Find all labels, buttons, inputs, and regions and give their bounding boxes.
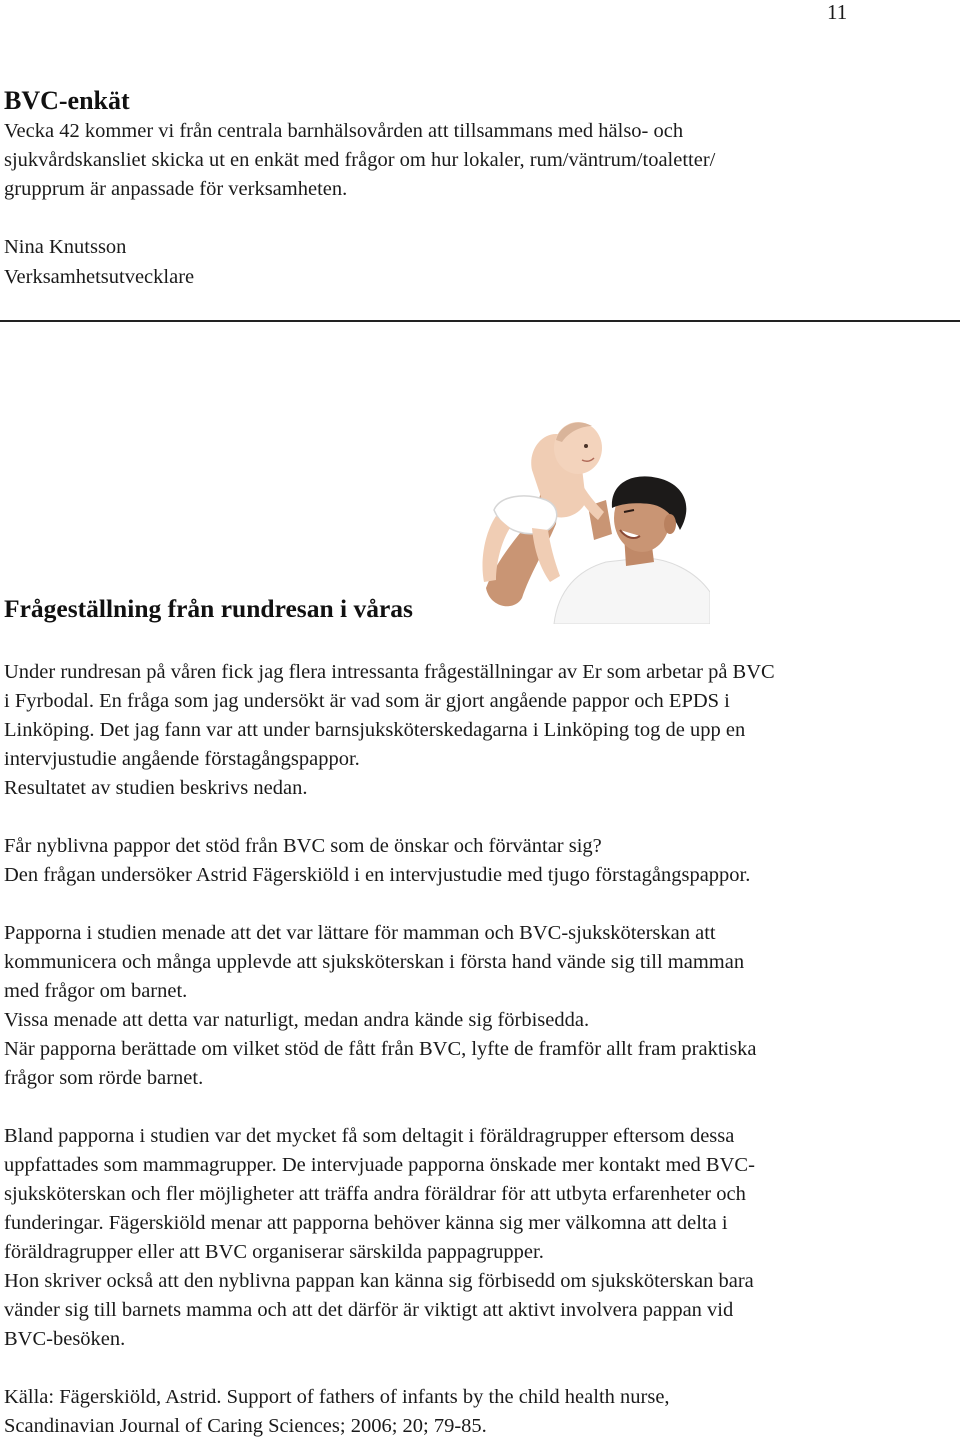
text-line: i Fyrbodal. En fråga som jag undersökt är vad som är gjort angående pappor och EPDS i <box>4 690 730 712</box>
article-source <box>4 1383 954 1441</box>
bvc-survey-heading: BVC-enkät <box>4 86 130 115</box>
father-holding-baby-photo <box>474 412 710 624</box>
text-line: intervjustudie angående förstagångspappor. <box>4 748 360 770</box>
article-paragraph-1 <box>4 658 954 803</box>
text-line: grupprum är anpassade för verksamheten. <box>4 178 348 200</box>
text-line: frågor som rörde barnet. <box>4 1067 204 1089</box>
article-paragraph-3 <box>4 919 954 1093</box>
text-line: Papporna i studien menade att det var lättare för mamman och BVC-sjuksköterskan att <box>4 922 716 944</box>
text-line: Scandinavian Journal of Caring Sciences; 2006; 20; 79-85. <box>4 1415 487 1437</box>
text-line: Bland papporna i studien var det mycket få som deltagit i föräldragrupper eftersom dessa <box>4 1125 735 1147</box>
text-line: Källa: Fägerskiöld, Astrid. Support of fathers of infants by the child health nurse, <box>4 1386 670 1408</box>
article-paragraph-4 <box>4 1122 954 1354</box>
author-name: Nina Knutsson <box>4 236 127 258</box>
text-line: När papporna berättade om vilket stöd de fått från BVC, lyfte de framför allt fram praktiska <box>4 1038 757 1060</box>
text-line: Under rundresan på våren fick jag flera intressanta frågeställningar av Er som arbetar på BVC <box>4 661 775 683</box>
text-line: kommunicera och många upplevde att sjuksköterskan i första hand vände sig till mamman <box>4 951 745 973</box>
text-line: Linköping. Det jag fann var att under barnsjuksköterskedagarna i Linköping tog de upp en <box>4 719 746 741</box>
bvc-survey-intro <box>4 117 944 204</box>
text-line: med frågor om barnet. <box>4 980 188 1002</box>
text-line: vänder sig till barnets mamma och att det därför är viktigt att aktivt involvera pappan vid <box>4 1299 734 1321</box>
text-line: BVC-besöken. <box>4 1328 126 1350</box>
text-line: sjuksköterskan och fler möjligheter att träffa andra föräldrar för att utbyta erfarenheter och <box>4 1183 746 1205</box>
text-line: Den frågan undersöker Astrid Fägerskiöld i en intervjustudie med tjugo förstagångspappor. <box>4 864 751 886</box>
author-role: Verksamhetsutvecklare <box>4 265 195 288</box>
text-line: Vecka 42 kommer vi från centrala barnhälsovården att tillsammans med hälso- och <box>4 120 684 142</box>
text-line: funderingar. Fägerskiöld menar att papporna behöver känna sig mer välkomna att delta i <box>4 1212 728 1234</box>
text-line: Hon skriver också att den nyblivna pappan kan känna sig förbisedd om sjuksköterskan bara <box>4 1270 754 1292</box>
author-signature <box>4 233 194 292</box>
article-heading: Frågeställning från rundresan i våras <box>4 594 413 623</box>
text-line: uppfattades som mammagrupper. De intervjuade papporna önskade mer kontakt med BVC- <box>4 1154 755 1176</box>
text-line: Vissa menade att detta var naturligt, medan andra kände sig förbisedda. <box>4 1009 590 1031</box>
page-number: 11 <box>827 0 848 24</box>
section-divider <box>0 320 960 322</box>
text-line: sjukvårdskansliet skicka ut en enkät med frågor om hur lokaler, rum/väntrum/toaletter/ <box>4 149 716 171</box>
article-paragraph-2 <box>4 832 954 890</box>
text-line: Får nyblivna pappor det stöd från BVC som de önskar och förväntar sig? <box>4 835 602 857</box>
text-line: Resultatet av studien beskrivs nedan. <box>4 777 308 799</box>
text-line: föräldragrupper eller att BVC organiserar särskilda pappagrupper. <box>4 1241 544 1263</box>
